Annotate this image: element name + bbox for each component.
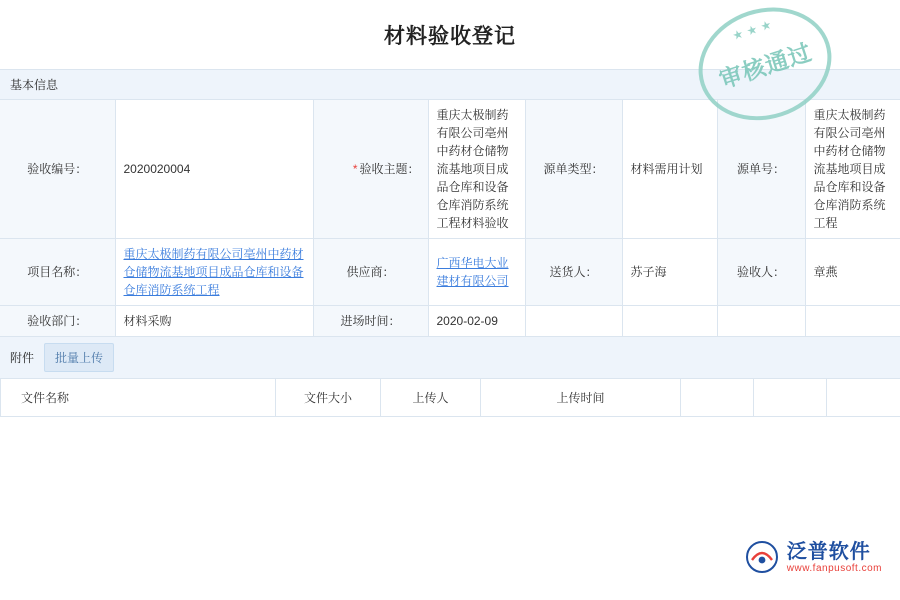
label-text: 验收编号： <box>27 162 88 176</box>
cell-value-department <box>115 306 313 337</box>
brand-url: www.fanpusoft.com <box>786 562 882 574</box>
label-text: 供应商： <box>346 265 395 279</box>
cell-empty-1 <box>525 306 622 337</box>
cell-label-arrival-time <box>313 306 428 337</box>
required-marker: * <box>352 162 358 176</box>
value-text: 2020020004 <box>123 162 191 176</box>
column-file-size: 文件大小 <box>276 379 381 417</box>
column-upload-time: 上传时间 <box>481 379 681 417</box>
stamp-stars: ★★★ <box>730 16 778 44</box>
company-logo-icon <box>745 540 779 574</box>
cell-value-source-type <box>622 100 717 239</box>
column-extra-3 <box>827 379 900 417</box>
cell-label-acceptance-subject <box>313 100 428 239</box>
cell-label-source-type <box>525 100 622 239</box>
value-text: 重庆太极制药有限公司亳州中药材仓储物流基地项目成品仓库和设备仓库消防系统工程材料验收 <box>436 108 509 230</box>
cell-value-deliverer <box>622 239 717 306</box>
page-footer <box>0 512 900 600</box>
value-text: 章燕 <box>813 265 838 279</box>
brand-block <box>745 540 882 574</box>
label-text: 进场时间： <box>340 314 401 328</box>
column-uploader: 上传人 <box>381 379 481 417</box>
attachment-table <box>0 379 900 417</box>
cell-value-project-name <box>115 239 313 306</box>
project-name-link[interactable]: 重庆太极制药有限公司亳州中药材仓储物流基地项目成品仓库和设备仓库消防系统工程 <box>123 247 304 297</box>
label-text: 验收部门： <box>27 314 88 328</box>
cell-empty-3 <box>717 306 805 337</box>
value-text: 重庆太极制药有限公司亳州中药材仓储物流基地项目成品仓库和设备仓库消防系统工程 <box>813 108 886 230</box>
value-text: 材料采购 <box>123 314 172 328</box>
basic-info-label: 基本信息 <box>10 78 59 92</box>
basic-info-section-title <box>0 70 900 100</box>
cell-label-supplier <box>313 239 428 306</box>
cell-value-supplier <box>428 239 525 306</box>
label-text: 项目名称： <box>27 265 88 279</box>
cell-value-source-no <box>805 100 900 239</box>
cell-label-acceptor <box>717 239 805 306</box>
table-row <box>0 306 900 337</box>
cell-empty-4 <box>805 306 900 337</box>
table-header-row <box>1 379 900 417</box>
label-text: 源单号： <box>736 162 785 176</box>
label-text: 验收主题： <box>359 162 420 176</box>
label-text: 送货人： <box>549 265 598 279</box>
cell-label-acceptance-no <box>0 100 115 239</box>
attachment-toolbar <box>0 337 900 379</box>
stamp-text: 审核通过 <box>715 38 816 93</box>
table-row <box>0 239 900 306</box>
label-text: 源单类型： <box>543 162 604 176</box>
page-title: 材料验收登记 <box>384 24 516 48</box>
supplier-link[interactable]: 广西华电大业建材有限公司 <box>436 256 509 288</box>
cell-label-deliverer <box>525 239 622 306</box>
table-row <box>0 100 900 239</box>
cell-value-acceptance-subject <box>428 100 525 239</box>
cell-label-source-no <box>717 100 805 239</box>
cell-empty-2 <box>622 306 717 337</box>
brand-name: 泛普软件 <box>786 540 871 563</box>
cell-value-acceptor <box>805 239 900 306</box>
page-header <box>0 0 900 70</box>
cell-value-arrival-time <box>428 306 525 337</box>
value-text: 2020-02-09 <box>436 314 498 328</box>
value-text: 苏子海 <box>630 265 667 279</box>
cell-label-department <box>0 306 115 337</box>
cell-label-project-name <box>0 239 115 306</box>
value-text: 材料需用计划 <box>630 162 703 176</box>
column-extra-1 <box>681 379 754 417</box>
column-file-name: 文件名称 <box>1 379 276 417</box>
basic-info-table <box>0 100 900 337</box>
column-extra-2 <box>754 379 827 417</box>
cell-value-acceptance-no <box>115 100 313 239</box>
attachment-label: 附件 <box>10 351 35 365</box>
label-text: 验收人： <box>736 265 785 279</box>
batch-upload-button[interactable]: 批量上传 <box>44 343 114 372</box>
